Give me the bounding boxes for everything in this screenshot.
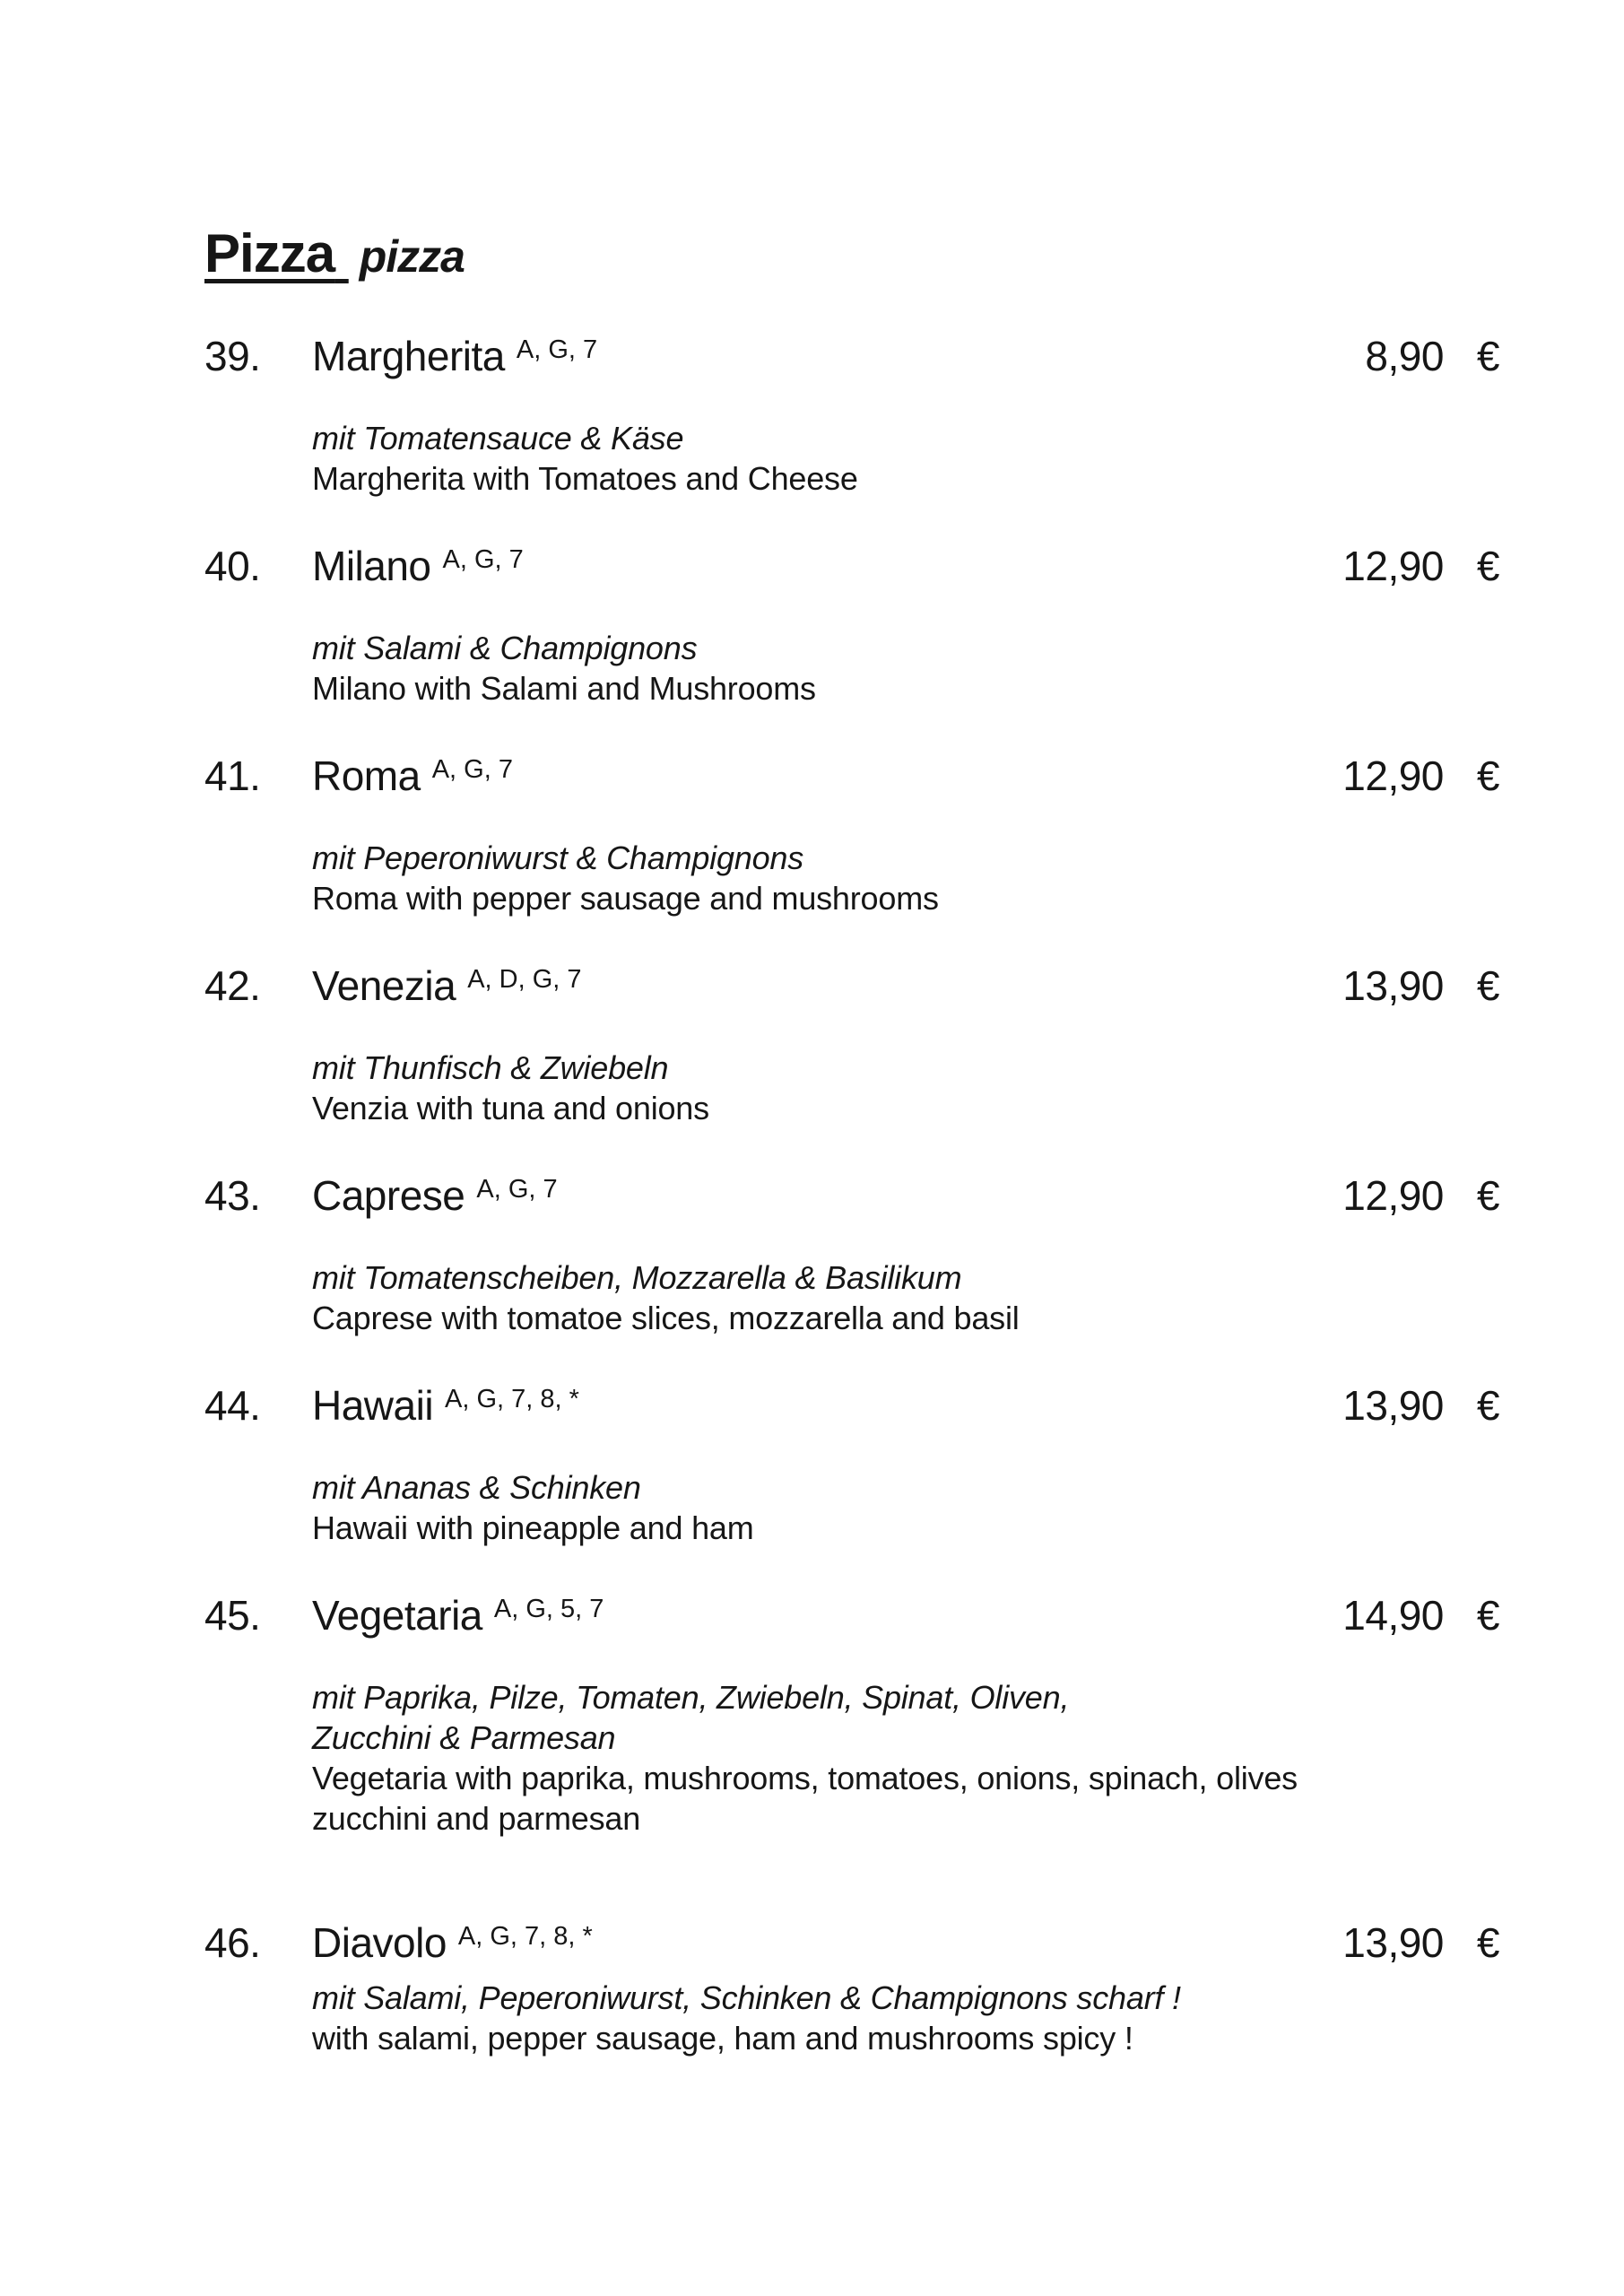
- item-desc-english: Milano with Salami and Mushrooms: [312, 670, 816, 707]
- item-desc-english: Venzia with tuna and onions: [312, 1090, 709, 1126]
- menu-item: [204, 1170, 1499, 1338]
- item-allergen-codes: A, G, 7: [442, 545, 524, 574]
- item-desc-german: mit Peperoniwurst & Champignons: [312, 839, 804, 876]
- item-price: [1342, 1590, 1499, 1640]
- item-desc-english: Hawaii with pineapple and ham: [312, 1509, 754, 1546]
- euro-symbol: €: [1476, 1382, 1499, 1429]
- item-price: [1342, 751, 1499, 801]
- item-name: Diavolo: [312, 1919, 447, 1966]
- item-desc-german: mit Paprika, Pilze, Tomaten, Zwiebeln, Spinat, Oliven,: [312, 1679, 1070, 1716]
- item-price-value: 8,90: [1365, 333, 1444, 379]
- item-price-value: 12,90: [1342, 1172, 1444, 1219]
- item-desc-german: mit Tomatenscheiben, Mozzarella & Basilikum: [312, 1259, 962, 1296]
- menu-item-row: [204, 961, 1499, 1017]
- item-allergen-codes: A, D, G, 7: [467, 965, 582, 994]
- item-description: [312, 1257, 1499, 1338]
- menu-item-row: [204, 1918, 1499, 1974]
- item-description: [312, 1978, 1499, 2058]
- item-description: [312, 838, 1499, 918]
- item-allergen-codes: A, G, 7: [516, 335, 598, 364]
- euro-symbol: €: [1476, 543, 1499, 589]
- item-name: Caprese: [312, 1172, 465, 1219]
- item-price-value: 14,90: [1342, 1592, 1444, 1639]
- euro-symbol: €: [1476, 1919, 1499, 1966]
- item-desc-german: Zucchini & Parmesan: [312, 1719, 616, 1756]
- item-desc-german: mit Tomatensauce & Käse: [312, 420, 684, 457]
- euro-symbol: €: [1476, 1592, 1499, 1639]
- item-price: [1342, 961, 1499, 1011]
- item-desc-english: Caprese with tomatoe slices, mozzarella and basil: [312, 1300, 1020, 1336]
- section-title: Pizza: [204, 223, 335, 283]
- menu-item: [204, 1590, 1499, 1839]
- item-price: [1343, 331, 1499, 381]
- item-allergen-codes: A, G, 7, 8, *: [445, 1385, 579, 1413]
- menu-item-row: [204, 331, 1499, 387]
- item-allergen-codes: A, G, 5, 7: [493, 1595, 604, 1623]
- item-price-value: 13,90: [1342, 1382, 1444, 1429]
- item-price-value: 12,90: [1342, 752, 1444, 799]
- menu-item: [204, 961, 1499, 1128]
- menu-item-row: [204, 1170, 1499, 1227]
- menu-item: [204, 331, 1499, 499]
- item-description: [312, 1048, 1499, 1128]
- euro-symbol: €: [1476, 333, 1499, 379]
- menu-item-list: [204, 331, 1499, 2058]
- item-desc-english: Vegetaria with paprika, mushrooms, tomatoes, onions, spinach, olives: [312, 1760, 1298, 1796]
- item-price: [1342, 1380, 1499, 1431]
- item-desc-german: mit Salami, Peperoniwurst, Schinken & Champignons scharf !: [312, 1979, 1181, 2016]
- item-description: [312, 418, 1499, 499]
- menu-item-row: [204, 1590, 1499, 1647]
- item-number: 41.: [204, 752, 261, 799]
- item-number: 43.: [204, 1172, 261, 1219]
- item-description: [312, 628, 1499, 709]
- section-subtitle: pizza: [359, 231, 465, 282]
- menu-item: [204, 1918, 1499, 2058]
- euro-symbol: €: [1476, 752, 1499, 799]
- item-number: 42.: [204, 962, 261, 1009]
- item-name: Milano: [312, 543, 431, 589]
- item-number: 46.: [204, 1919, 261, 1966]
- menu-item: [204, 751, 1499, 918]
- item-name: Margherita: [312, 333, 505, 379]
- item-number: 39.: [204, 333, 261, 379]
- item-desc-german: mit Ananas & Schinken: [312, 1469, 641, 1506]
- menu-item: [204, 541, 1499, 709]
- item-description: [312, 1677, 1499, 1839]
- item-desc-english: Roma with pepper sausage and mushrooms: [312, 880, 939, 917]
- item-price: [1342, 541, 1499, 591]
- item-number: 40.: [204, 543, 261, 589]
- euro-symbol: €: [1476, 1172, 1499, 1219]
- item-name: Roma: [312, 752, 421, 799]
- item-price-value: 13,90: [1342, 962, 1444, 1009]
- page-title: [204, 221, 1499, 290]
- item-allergen-codes: A, G, 7, 8, *: [457, 1922, 593, 1951]
- item-desc-english: zucchini and parmesan: [312, 1800, 641, 1837]
- item-desc-german: mit Thunfisch & Zwiebeln: [312, 1049, 669, 1086]
- menu-item: [204, 1380, 1499, 1548]
- item-allergen-codes: A, G, 7: [431, 755, 513, 784]
- item-price: [1342, 1170, 1499, 1221]
- item-price-value: 12,90: [1342, 543, 1444, 589]
- item-desc-english: Margherita with Tomatoes and Cheese: [312, 460, 858, 497]
- item-name: Venezia: [312, 962, 456, 1009]
- item-name: Hawaii: [312, 1382, 434, 1429]
- item-desc-german: mit Salami & Champignons: [312, 630, 698, 666]
- item-desc-english: with salami, pepper sausage, ham and mushrooms spicy !: [312, 2020, 1133, 2057]
- item-allergen-codes: A, G, 7: [476, 1175, 558, 1204]
- item-price: [1342, 1918, 1499, 1968]
- item-number: 45.: [204, 1592, 261, 1639]
- menu-item-row: [204, 1380, 1499, 1437]
- item-description: [312, 1467, 1499, 1548]
- item-name: Vegetaria: [312, 1592, 482, 1639]
- item-price-value: 13,90: [1342, 1919, 1444, 1966]
- euro-symbol: €: [1476, 962, 1499, 1009]
- item-number: 44.: [204, 1382, 261, 1429]
- menu-item-row: [204, 541, 1499, 597]
- menu-item-row: [204, 751, 1499, 807]
